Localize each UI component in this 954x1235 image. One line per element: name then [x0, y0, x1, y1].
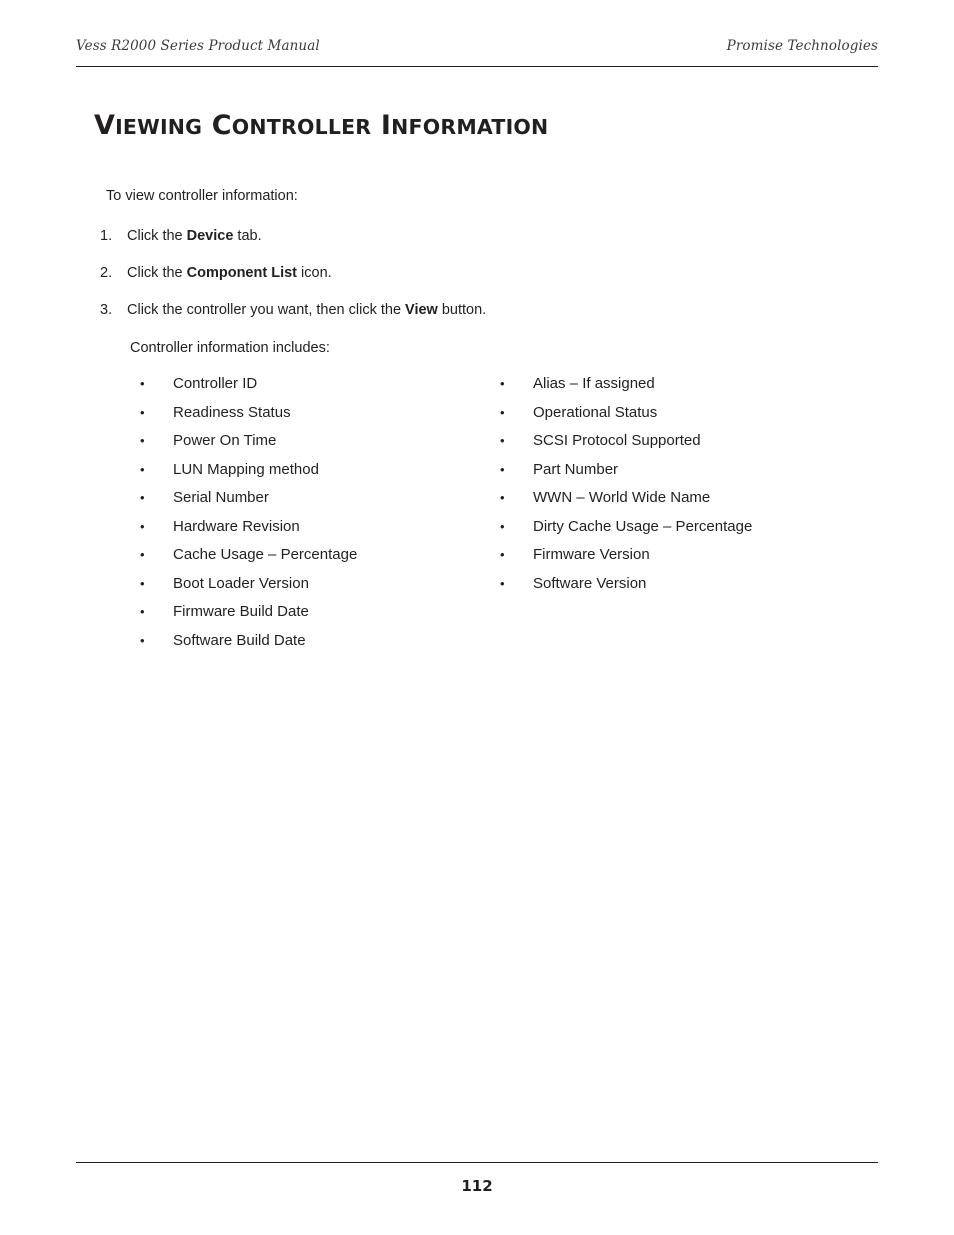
list-item: [140, 627, 500, 656]
bullet-marker-icon: •: [500, 547, 505, 562]
page-title-part-5: I: [371, 110, 392, 141]
list-item: [140, 541, 500, 570]
step-number: 2.: [100, 265, 113, 281]
bullet-label: Readiness Status: [173, 403, 291, 421]
list-item: [140, 370, 500, 399]
list-item: [500, 570, 860, 599]
list-item: [140, 427, 500, 456]
footer-divider: [76, 1162, 878, 1163]
page-title-part-6: NFORMATION: [391, 115, 549, 139]
bullet-marker-icon: •: [140, 461, 145, 477]
list-item: [100, 301, 800, 319]
header-company-name: Promise Technologies: [726, 38, 878, 54]
page-title-part-1: V: [94, 110, 116, 141]
bullet-marker-icon: •: [500, 433, 505, 448]
bullet-label: Firmware Version: [533, 546, 650, 563]
bullet-marker-icon: •: [140, 547, 145, 562]
step-text-pre: Click the: [127, 228, 187, 244]
list-item: [500, 456, 860, 485]
bullet-marker-icon: •: [140, 604, 145, 619]
list-item: [500, 399, 860, 428]
bullet-marker-icon: •: [500, 461, 505, 477]
bullet-marker-icon: •: [500, 518, 505, 534]
bullet-marker-icon: •: [140, 575, 145, 591]
bullet-label: Part Number: [533, 460, 619, 478]
bullet-column-right: [500, 370, 860, 655]
list-item: [500, 484, 860, 513]
list-item: [500, 370, 860, 399]
bullet-label: Cache Usage – Percentage: [173, 546, 358, 563]
step-text-emphasis: View: [405, 302, 438, 318]
bullet-marker-icon: •: [500, 490, 505, 505]
list-item: [140, 399, 500, 428]
bullet-marker-icon: •: [500, 376, 505, 391]
bullet-marker-icon: •: [140, 490, 145, 505]
step-text-pre: Click the controller you want, then click the: [127, 302, 406, 318]
step-text: [127, 301, 486, 319]
step-text-pre: Click the: [127, 265, 187, 281]
controller-info-bullets: [140, 370, 880, 655]
bullet-marker-icon: •: [140, 632, 145, 648]
bullet-label: Controller ID: [173, 375, 258, 392]
bullet-label: Operational Status: [533, 403, 658, 421]
bullet-marker-icon: •: [140, 518, 145, 534]
bullet-label: Software Build Date: [173, 631, 306, 649]
list-item: [140, 598, 500, 627]
step-text-post: tab.: [233, 228, 262, 244]
bullet-label: LUN Mapping method: [173, 460, 319, 478]
bullet-label: Firmware Build Date: [173, 603, 309, 620]
step-number: 1.: [100, 228, 113, 244]
running-header: [76, 38, 878, 54]
header-manual-title: Vess R2000 Series Product Manual: [76, 38, 320, 54]
includes-label: Controller information includes:: [130, 340, 330, 356]
bullet-label: Hardware Revision: [173, 517, 300, 535]
list-item: [100, 264, 800, 282]
bullet-marker-icon: •: [140, 376, 145, 391]
procedure-steps: [100, 227, 800, 338]
page-title: [94, 110, 548, 141]
bullet-label: WWN – World Wide Name: [533, 489, 711, 506]
list-item: [500, 427, 860, 456]
bullet-label: Alias – If assigned: [533, 375, 655, 392]
bullet-label: Boot Loader Version: [173, 574, 309, 592]
list-item: [140, 456, 500, 485]
page-title-part-4: ONTROLLER: [231, 115, 372, 139]
bullet-label: SCSI Protocol Supported: [533, 432, 701, 449]
bullet-label: Power On Time: [173, 432, 277, 449]
list-item: [140, 513, 500, 542]
bullet-marker-icon: •: [140, 404, 145, 420]
list-item: [500, 513, 860, 542]
step-text-emphasis: Component List: [186, 265, 297, 281]
page-title-part-2: IEWING: [115, 115, 203, 139]
page-title-part-3: C: [202, 110, 232, 141]
bullet-marker-icon: •: [500, 575, 505, 591]
bullet-label: Software Version: [533, 574, 647, 592]
step-text-post: button.: [437, 302, 487, 318]
intro-text: To view controller information:: [106, 188, 298, 204]
page-number: 112: [461, 1177, 493, 1195]
step-text: [127, 227, 262, 245]
bullet-marker-icon: •: [140, 433, 145, 448]
bullet-label: Serial Number: [173, 489, 269, 506]
list-item: [500, 541, 860, 570]
step-text-emphasis: Device: [186, 228, 234, 244]
list-item: [100, 227, 800, 245]
step-number: 3.: [100, 302, 113, 318]
header-divider: [76, 66, 878, 67]
bullet-label: Dirty Cache Usage – Percentage: [533, 517, 753, 535]
list-item: [140, 570, 500, 599]
step-text: [127, 264, 332, 282]
bullet-column-left: [140, 370, 500, 655]
step-text-post: icon.: [297, 265, 332, 281]
list-item: [140, 484, 500, 513]
bullet-marker-icon: •: [500, 404, 505, 420]
